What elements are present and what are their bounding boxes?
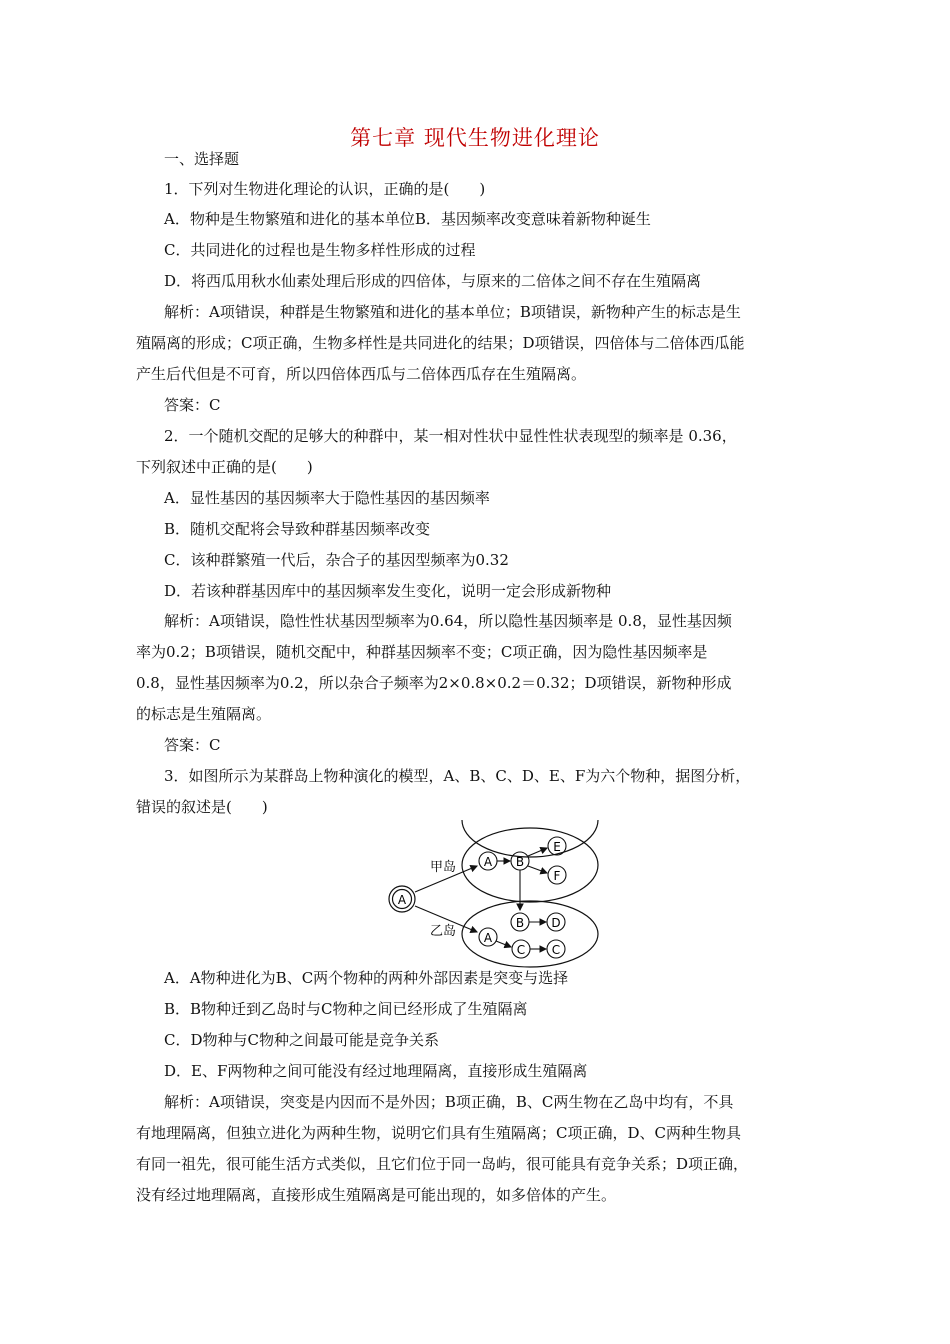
q2-explanation-3: 0.8，显性基因频率为0.2，所以杂合子频率为2×0.8×0.2＝0.32；D项错误，新物种形成 [136, 674, 732, 692]
jia-species-b-label: B [515, 855, 525, 869]
yi-species-b-label: B [515, 916, 525, 930]
section-heading: 一、选择题 [164, 150, 240, 168]
jia-species-a-label: A [483, 855, 493, 869]
yi-species-d-label: D [551, 916, 561, 930]
q1-option-a: A．物种是生物繁殖和进化的基本单位 [164, 210, 415, 228]
q2-explanation-1: 解析：A项错误，隐性性状基因型频率为0.64，所以隐性基因频率是 0.8，显性基因频 [164, 612, 732, 630]
q1-option-b: B．基因频率改变意味着新物种诞生 [414, 210, 651, 228]
q2-explanation-4: 的标志是生殖隔离。 [136, 705, 272, 723]
arrow-jia-b-to-f [528, 866, 547, 873]
q2-option-c: C．该种群繁殖一代后，杂合子的基因型频率为0.32 [164, 551, 509, 569]
q3-stem-2: 错误的叙述是( ) [136, 798, 268, 816]
q1-explanation-1: 解析：A项错误，种群是生物繁殖和进化的基本单位；B项错误，新物种产生的标志是生 [164, 303, 741, 321]
q3-stem-1: 3．如图所示为某群岛上物种演化的模型，A、B、C、D、E、F为六个物种，据图分析， [164, 767, 751, 785]
q1-explanation-3: 产生后代但是不可育，所以四倍体西瓜与二倍体西瓜存在生殖隔离。 [136, 365, 587, 383]
q3-explanation-3: 有同一祖先，很可能生活方式类似，且它们位于同一岛屿，很可能具有竞争关系；D项正确， [136, 1155, 749, 1173]
jia-species-e-label: E [553, 840, 561, 854]
q2-answer: 答案：C [164, 736, 221, 754]
island-yi-label: 乙岛 [430, 924, 457, 939]
yi-species-a-label: A [483, 931, 493, 945]
q1-option-c: C．共同进化的过程也是生物多样性形成的过程 [164, 241, 476, 259]
yi-species-c1-label: C [516, 943, 526, 957]
island-yi-ellipse [462, 901, 598, 967]
island-jia-ellipse [462, 828, 598, 902]
chapter-title: 第七章 现代生物进化理论 [350, 126, 600, 150]
q3-option-a: A．A物种进化为B、C两个物种的两种外部因素是突变与选择 [164, 969, 569, 987]
arrow-yi-a-to-c [496, 941, 511, 947]
q3-option-c: C．D物种与C物种之间最可能是竞争关系 [164, 1031, 439, 1049]
q1-explanation-2: 殖隔离的形成；C项正确，生物多样性是共同进化的结果；D项错误，四倍体与二倍体西瓜能 [136, 334, 745, 352]
q3-option-b: B．B物种迁到乙岛时与C物种之间已经形成了生殖隔离 [164, 1000, 528, 1018]
island-jia-label: 甲岛 [430, 860, 457, 875]
q3-explanation-1: 解析：A项错误，突变是内因而不是外因；B项正确，B、C两生物在乙岛中均有，不具 [164, 1093, 734, 1111]
species-evolution-diagram [380, 820, 610, 970]
q3-explanation-4: 没有经过地理隔离，直接形成生殖隔离是可能出现的，如多倍体的产生。 [136, 1186, 617, 1204]
q3-option-d: D．E、F两物种之间可能没有经过地理隔离，直接形成生殖隔离 [164, 1062, 588, 1080]
q2-option-d: D．若该种群基因库中的基因频率发生变化，说明一定会形成新物种 [164, 582, 612, 600]
q2-option-a: A．显性基因的基因频率大于隐性基因的基因频率 [164, 489, 490, 507]
root-species-label: A [397, 893, 407, 907]
q1-answer: 答案：C [164, 396, 221, 414]
q2-explanation-2: 率为0.2；B项错误，随机交配中，种群基因频率不变；C项正确，因为隐性基因频率是 [136, 643, 708, 661]
q2-stem-2: 下列叙述中正确的是( ) [136, 458, 313, 476]
q1-option-d: D．将西瓜用秋水仙素处理后形成的四倍体，与原来的二倍体之间不存在生殖隔离 [164, 272, 702, 290]
jia-species-f-label: F [553, 869, 561, 883]
yi-species-c2-label: C [551, 943, 561, 957]
q3-explanation-2: 有地理隔离，但独立进化为两种生物，说明它们具有生殖隔离；C项正确，D、C两种生物具 [136, 1124, 741, 1142]
q2-stem-1: 2．一个随机交配的足够大的种群中，某一相对性状中显性性状表现型的频率是 0.36， [164, 427, 737, 445]
arrow-jia-b-to-e [528, 848, 547, 856]
q2-option-b: B．随机交配将会导致种群基因频率改变 [164, 520, 431, 538]
q1-option-a-b [164, 209, 651, 229]
q1-stem: 1．下列对生物进化理论的认识，正确的是( ) [164, 180, 486, 198]
